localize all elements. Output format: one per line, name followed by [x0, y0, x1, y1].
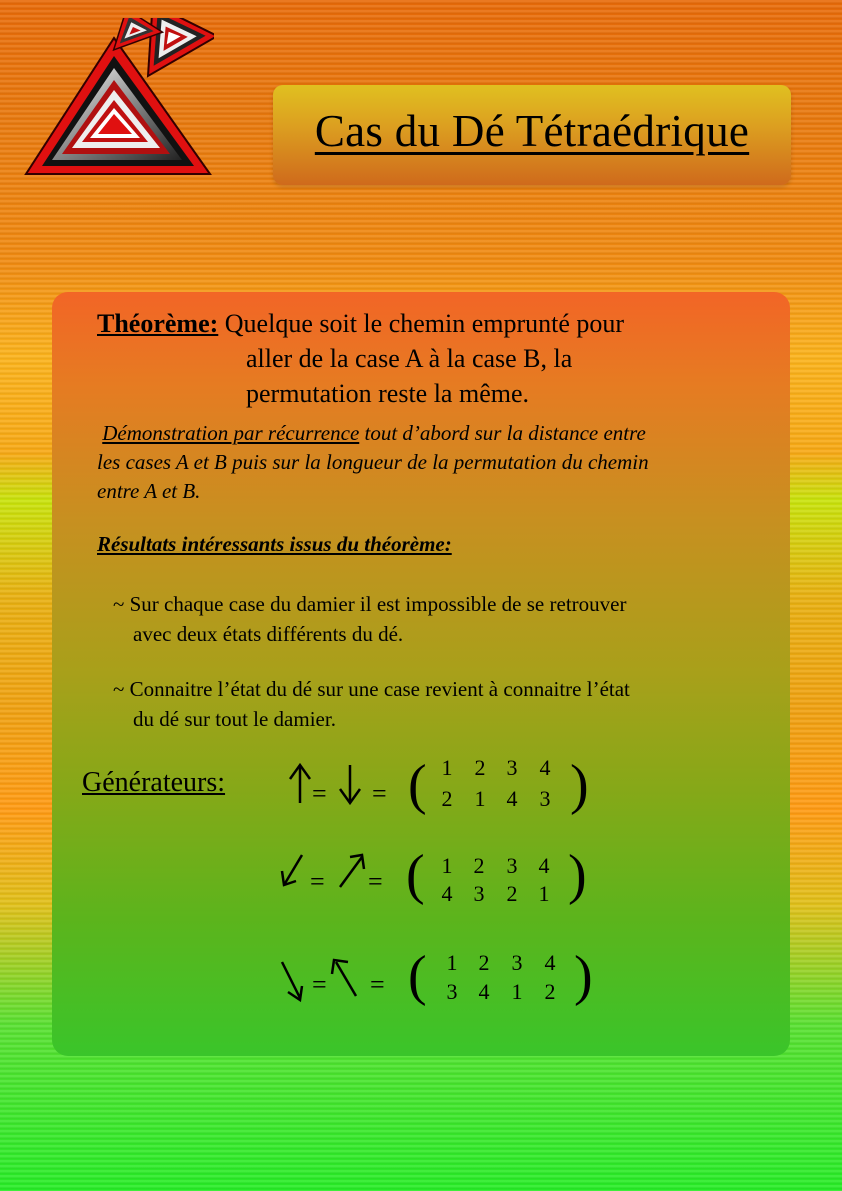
matrix-cell: 4 [478, 979, 490, 1004]
theorem-label: Théorème: [97, 309, 219, 338]
generator-row-3 [280, 945, 620, 1020]
matrix-cell: 4 [506, 786, 518, 811]
generator-row-2 [280, 844, 620, 923]
triangle-logo-icon [22, 18, 214, 178]
matrix-cell: 3 [539, 786, 551, 811]
equals-sign: = [372, 779, 387, 808]
matrix-cell: 4 [441, 881, 453, 906]
theorem-text-1: Quelque soit le chemin emprunté pour [224, 309, 625, 338]
equals-sign: = [368, 867, 383, 896]
matrix-cell: 1 [441, 853, 453, 878]
matrix-cell: 4 [538, 853, 550, 878]
matrix-cell: 3 [446, 979, 458, 1004]
up-left-arrow-icon [328, 950, 368, 1010]
generators-label: Générateurs: [82, 767, 226, 798]
generator-row-1 [280, 755, 620, 825]
matrix-cell: 3 [511, 950, 523, 975]
matrix-cell: 2 [478, 950, 490, 975]
equals-sign: = [370, 970, 385, 999]
equals-sign: = [312, 779, 327, 808]
right-paren: ) [570, 754, 589, 816]
matrix-cell: 1 [474, 786, 486, 811]
right-paren: ) [574, 945, 593, 1007]
left-paren: ( [406, 844, 425, 906]
title-box [273, 85, 791, 185]
demonstration-text-2: les cases A et B puis sur la longueur de la permutation du chemin [97, 450, 649, 474]
left-paren: ( [408, 945, 427, 1007]
matrix-cell: 3 [473, 881, 485, 906]
matrix-cell: 1 [441, 755, 453, 780]
matrix-cell: 2 [473, 853, 485, 878]
theorem-line-1 [97, 306, 624, 341]
equals-sign: = [310, 867, 325, 896]
matrix-cell: 2 [506, 881, 518, 906]
result-bullet-1: ~ Sur chaque case du damier il est impossible de se retrouver avec deux états différents du dé. [113, 592, 627, 646]
matrix-cell: 1 [446, 950, 458, 975]
left-paren: ( [408, 754, 427, 816]
theorem-text-2: aller de la case A à la case B, la [246, 344, 573, 373]
matrix-cell: 2 [474, 755, 486, 780]
right-paren: ) [568, 844, 587, 906]
matrix-cell: 1 [538, 881, 550, 906]
demonstration-text-3: entre A et B. [97, 479, 201, 503]
down-arrow-icon [334, 755, 374, 815]
matrix-cell: 4 [544, 950, 556, 975]
matrix-cell: 2 [544, 979, 556, 1004]
theorem-text-3: permutation reste la même. [246, 379, 530, 408]
matrix-cell: 1 [511, 979, 523, 1004]
matrix-cell: 2 [441, 786, 453, 811]
matrix-cell: 3 [506, 755, 518, 780]
demonstration-label: Démonstration par récurrence [102, 421, 360, 445]
demonstration-text-1: tout d’abord sur la distance entre [359, 421, 646, 445]
matrix-cell: 3 [506, 853, 518, 878]
equals-sign: = [312, 970, 327, 999]
result-bullet-2: ~ Connaitre l’état du dé sur une case revient à connaitre l’état du dé sur tout le damier. [113, 677, 630, 731]
demonstration-paragraph [97, 419, 747, 506]
page-title: Cas du Dé Tétraédrique [314, 106, 750, 156]
matrix-cell: 4 [539, 755, 551, 780]
results-heading: Résultats intéressants issus du théorème: [97, 532, 452, 556]
